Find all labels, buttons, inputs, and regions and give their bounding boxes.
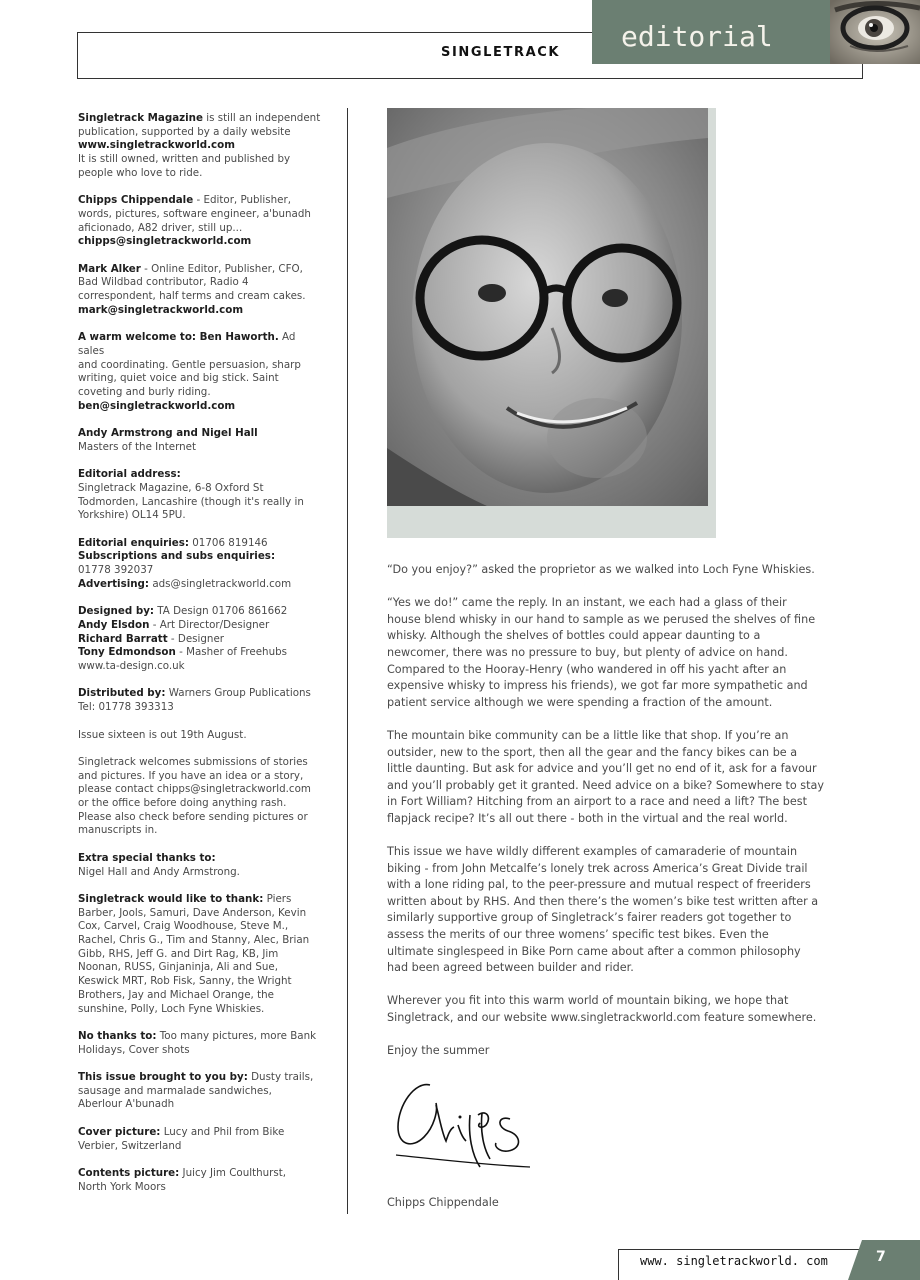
credit-text: please contact chipps@singletrackworld.com	[78, 783, 311, 796]
credit-heading: Distributed by:	[78, 687, 166, 700]
article-line: “Do you enjoy?” asked the proprietor as we walked into Loch Fyne Whiskies.	[387, 563, 815, 576]
credit-line	[78, 1003, 324, 1017]
credit-text: Rachel, Chris G., Tim and Stanny, Alec, Brian	[78, 934, 310, 946]
article-line: outsider, new to the sport, then all the gear and the fancy bikes can be a	[387, 745, 798, 759]
credit-line	[78, 578, 324, 592]
credit-line	[78, 961, 324, 975]
credit-heading: This issue brought to you by:	[78, 1071, 248, 1083]
credit-block	[78, 852, 324, 879]
article-line: Wherever you fit into this warm world of mountain biking, we hope that	[387, 994, 789, 1008]
credit-line	[78, 646, 324, 660]
credit-block	[78, 1030, 324, 1057]
credit-line	[78, 263, 324, 277]
credit-text: Yorkshire) OL14 5PU.	[78, 509, 186, 522]
article-line: Singletrack, and our website www.singletrackworld.com feature somewhere.	[387, 1011, 817, 1025]
credit-line	[78, 496, 324, 510]
credit-text: - Online Editor, Publisher, CFO,	[140, 262, 303, 275]
credit-text: Lucy and Phil from Bike	[160, 1125, 285, 1138]
credit-block	[78, 605, 324, 674]
article-line: Enjoy the summer	[387, 1044, 490, 1058]
credit-text: Issue sixteen is out 19th August.	[78, 728, 247, 741]
credit-heading: Singletrack would like to thank:	[78, 892, 264, 905]
credit-heading: Contents picture:	[78, 1166, 180, 1179]
credit-text: Barber, Jools, Samuri, Dave Anderson, Kevin	[78, 906, 307, 919]
credit-text: Singletrack Magazine, 6-8 Oxford St	[78, 481, 264, 494]
credit-heading: Andy Elsdon	[78, 618, 150, 631]
credit-block	[78, 756, 324, 838]
credit-heading: Cover picture:	[78, 1125, 161, 1138]
credit-line	[78, 619, 324, 633]
article-line: whisky. Although the shelves of bottles could appear daunting to a	[387, 629, 761, 643]
credit-text: www.ta-design.co.uk	[78, 660, 185, 673]
credit-line	[78, 920, 324, 934]
credit-text: Too many pictures, more Bank	[156, 1029, 317, 1042]
credit-line	[78, 1140, 324, 1154]
credit-line	[78, 797, 324, 811]
credit-line	[78, 468, 324, 482]
credit-line	[78, 907, 324, 921]
credit-line	[78, 222, 324, 236]
credit-block	[78, 893, 324, 1016]
credit-line	[78, 989, 324, 1003]
credit-line	[78, 1181, 324, 1195]
credit-text: Holidays, Cover shots	[78, 1043, 190, 1056]
credit-line	[78, 770, 324, 784]
credit-block	[78, 537, 324, 592]
article-paragraph	[387, 1043, 827, 1060]
credit-line	[78, 427, 324, 441]
credit-line	[78, 126, 324, 140]
article-line: written about by RHS. And then there’s the women’s bike test written after a	[387, 894, 819, 908]
article-line: The mountain bike community can be a little like that shop. If you’re an	[387, 728, 789, 742]
credits-sidebar	[78, 112, 324, 1208]
article-line: similarly supportive group of Singletrack’s fairer readers got together to	[387, 911, 792, 925]
credit-text: Verbier, Switzerland	[78, 1139, 182, 1152]
credit-text: - Masher of Freehubs	[175, 646, 288, 659]
credit-line	[78, 866, 324, 880]
credit-line	[78, 167, 324, 181]
credit-line	[78, 687, 324, 701]
credit-text: Ad sales	[78, 331, 296, 357]
credit-text: is still an independent	[203, 112, 321, 124]
credit-text: sunshine, Polly, Loch Fyne Whiskies.	[78, 1002, 265, 1015]
article-line: little daunting. But ask for advice and you’ll get no end of it, ask for a favour	[387, 762, 817, 776]
article-paragraph	[387, 562, 827, 579]
credit-line	[78, 386, 324, 400]
credit-block	[78, 1071, 324, 1112]
credit-block	[78, 1126, 324, 1153]
credit-line	[78, 934, 324, 948]
eye-illustration-icon	[830, 0, 920, 64]
credit-heading: Mark Alker	[78, 262, 141, 275]
credit-line	[78, 1098, 324, 1112]
article-line: This issue we have wildly different examples of camaraderie of mountain	[387, 845, 798, 859]
credit-text: Keswick MRT, Rob Fisk, Sanny, the Wright	[78, 975, 292, 988]
magazine-brand: SINGLETRACK	[441, 45, 561, 60]
article-line: biking - from John Metcalfe’s lonely trek across America’s Great Divide trail	[387, 861, 808, 875]
credit-line	[78, 948, 324, 962]
credit-heading: Designed by:	[78, 605, 155, 618]
credit-heading: Singletrack Magazine	[78, 112, 203, 124]
column-divider	[347, 108, 348, 1214]
credit-text: sausage and marmalade sandwiches,	[78, 1084, 272, 1097]
credit-line	[78, 633, 324, 647]
article-paragraph	[387, 595, 827, 711]
credit-line	[78, 550, 324, 564]
credit-line	[78, 208, 324, 222]
article-line: house blend whisky in our hand to sample as we perused the shelves of fine	[387, 612, 816, 626]
credit-text: It is still owned, written and published by	[78, 153, 291, 166]
credit-text: ads@singletrackworld.com	[149, 577, 292, 590]
article-line: had been agreed between builder and rider.	[387, 961, 634, 975]
credit-text: Aberlour A'bunadh	[78, 1098, 175, 1111]
credit-line	[78, 1071, 324, 1085]
credit-line	[78, 235, 324, 249]
credit-text: Please also check before sending pictures or	[78, 810, 308, 823]
article-paragraph	[387, 728, 827, 828]
credit-text: Tel: 01778 393313	[78, 701, 174, 714]
credit-text: Gibb, RHS, Jeff G. and Dirt Rag, KB, Jim	[78, 947, 279, 960]
credit-line	[78, 756, 324, 770]
credit-heading: Chipps Chippendale	[78, 194, 194, 207]
credit-line	[78, 1030, 324, 1044]
credit-text: Singletrack welcomes submissions of stories	[78, 755, 308, 768]
credit-line	[78, 290, 324, 304]
credit-line	[78, 824, 324, 838]
credit-heading: Editorial enquiries:	[78, 536, 189, 549]
credit-block	[78, 112, 324, 181]
credit-heading: www.singletrackworld.com	[78, 139, 235, 152]
credit-text: Dusty trails,	[247, 1071, 314, 1083]
credit-text: aficionado, A82 driver, still up...	[78, 221, 243, 234]
section-title: editorial	[621, 20, 773, 53]
credit-heading: A warm welcome to: Ben Haworth.	[78, 331, 279, 344]
signoff-name: Chipps Chippendale	[387, 1196, 499, 1209]
handwritten-signature	[390, 1075, 540, 1175]
credit-line	[78, 112, 324, 126]
credit-text: 01778 392037	[78, 564, 154, 577]
credit-block	[78, 468, 324, 523]
credit-line	[78, 564, 324, 578]
credit-line	[78, 537, 324, 551]
credit-text: manuscripts in.	[78, 824, 158, 837]
credit-text: 01706 819146	[188, 536, 268, 549]
credit-text: - Editor, Publisher,	[193, 194, 292, 207]
section-tab	[592, 0, 920, 64]
credit-text: Todmorden, Lancashire (though it's really in	[78, 495, 304, 508]
credit-block	[78, 729, 324, 743]
credit-text: Piers	[263, 892, 292, 905]
credit-line	[78, 605, 324, 619]
credit-text: publication, supported by a daily website	[78, 125, 291, 138]
credit-text: Noonan, RUSS, Ginjaninja, Ali and Sue,	[78, 961, 279, 974]
credit-text: - Designer	[167, 632, 225, 645]
credit-text: words, pictures, software engineer, a'bunadh	[78, 207, 311, 220]
article-line: ultimate singlespeed in Bike Porn came about after a common philosophy	[387, 944, 801, 958]
credit-line	[78, 893, 324, 907]
credit-text: Brothers, Jay and Michael Orange, the	[78, 988, 274, 1001]
credit-heading: mark@singletrackworld.com	[78, 303, 244, 316]
credit-heading: chipps@singletrackworld.com	[78, 235, 252, 248]
credit-line	[78, 1126, 324, 1140]
credit-line	[78, 852, 324, 866]
credit-line	[78, 975, 324, 989]
article-line: flapjack recipe? It’s all out there - both in the virtual and the real world.	[387, 811, 788, 825]
credit-block	[78, 1167, 324, 1194]
credit-text: people who love to ride.	[78, 166, 203, 179]
website-url[interactable]: www. singletrackworld. com	[640, 1254, 828, 1268]
credit-line	[78, 729, 324, 743]
credit-text: coveting and burly riding.	[78, 386, 211, 399]
credit-block	[78, 194, 324, 249]
credit-text: correspondent, half terms and cream cakes.	[78, 290, 306, 303]
credit-heading: Andy Armstrong and Nigel Hall	[78, 427, 258, 440]
article-line: and you’ll probably get it granted. Need advice on a bike? Somewhere to stay	[387, 778, 824, 792]
credit-block	[78, 427, 324, 454]
credit-text: Masters of the Internet	[78, 440, 197, 453]
article-line: newcomer, there was no pressure to buy, but plenty of advice on hand.	[387, 645, 788, 659]
credit-line	[78, 304, 324, 318]
editor-portrait-photo	[387, 108, 708, 506]
credit-heading: Tony Edmondson	[78, 646, 176, 659]
article-line: in Fort William? Hitching from an airport to a race and need a lift? The best	[387, 795, 807, 809]
credit-heading: Extra special thanks to:	[78, 851, 216, 864]
article-paragraph	[387, 844, 827, 977]
credit-line	[78, 482, 324, 496]
article-paragraph	[387, 993, 827, 1026]
credit-heading: Editorial address:	[78, 468, 181, 481]
credit-text: - Art Director/Designer	[149, 618, 270, 631]
portrait-image	[387, 108, 708, 506]
credit-text: writing, quiet voice and big stick. Saint	[78, 372, 279, 385]
credit-text: and pictures. If you have an idea or a story,	[78, 769, 304, 782]
credit-text: North York Moors	[78, 1180, 166, 1193]
credit-text: Juicy Jim Coulthurst,	[179, 1166, 287, 1179]
credit-line	[78, 139, 324, 153]
credit-text: and coordinating. Gentle persuasion, sharp	[78, 358, 301, 371]
article-line: “Yes we do!” came the reply. In an instant, we each had a glass of their	[387, 596, 787, 610]
credit-line	[78, 400, 324, 414]
credit-text: TA Design 01706 861662	[154, 605, 288, 618]
credit-block	[78, 687, 324, 714]
credit-text: Warners Group Publications	[165, 687, 311, 700]
credit-line	[78, 153, 324, 167]
credit-line	[78, 194, 324, 208]
page-number: 7	[876, 1249, 886, 1265]
article-line: patient service although we were spending a fraction of the amount.	[387, 695, 773, 709]
credit-text: Cox, Carvel, Craig Woodhouse, Steve M.,	[78, 920, 289, 933]
credit-line	[78, 359, 324, 373]
article-line: with a lone riding pal, to the peer-pressure and mutual respect of freeriders	[387, 878, 811, 892]
credit-line	[78, 660, 324, 674]
credit-line	[78, 276, 324, 290]
credit-line	[78, 1085, 324, 1099]
credit-block	[78, 331, 324, 413]
credit-line	[78, 783, 324, 797]
article-line: expensive whisky to impress his friends), we got far more sympathetic and	[387, 679, 808, 693]
credit-line	[78, 441, 324, 455]
credit-heading: Advertising:	[78, 577, 150, 590]
credit-line	[78, 372, 324, 386]
credit-text: Nigel Hall and Andy Armstrong.	[78, 865, 240, 878]
credit-heading: No thanks to:	[78, 1029, 157, 1042]
credit-text: Bad Wildbad contributor, Radio 4	[78, 276, 249, 289]
credit-line	[78, 1044, 324, 1058]
credit-heading: Richard Barratt	[78, 632, 168, 645]
credit-line	[78, 701, 324, 715]
credit-line	[78, 509, 324, 523]
credit-heading: Subscriptions and subs enquiries:	[78, 550, 276, 563]
credit-line	[78, 1167, 324, 1181]
article-line: assess the merits of our three womens’ specific test bikes. Even the	[387, 928, 769, 942]
credit-block	[78, 263, 324, 318]
credit-text: or the office before doing anything rash.	[78, 797, 287, 809]
credit-line	[78, 811, 324, 825]
article-line: Compared to the Hooray-Henry (who wandered in off his yacht after an	[387, 662, 787, 676]
credit-heading: ben@singletrackworld.com	[78, 399, 236, 412]
credit-line	[78, 331, 324, 358]
editorial-article	[387, 562, 827, 1076]
